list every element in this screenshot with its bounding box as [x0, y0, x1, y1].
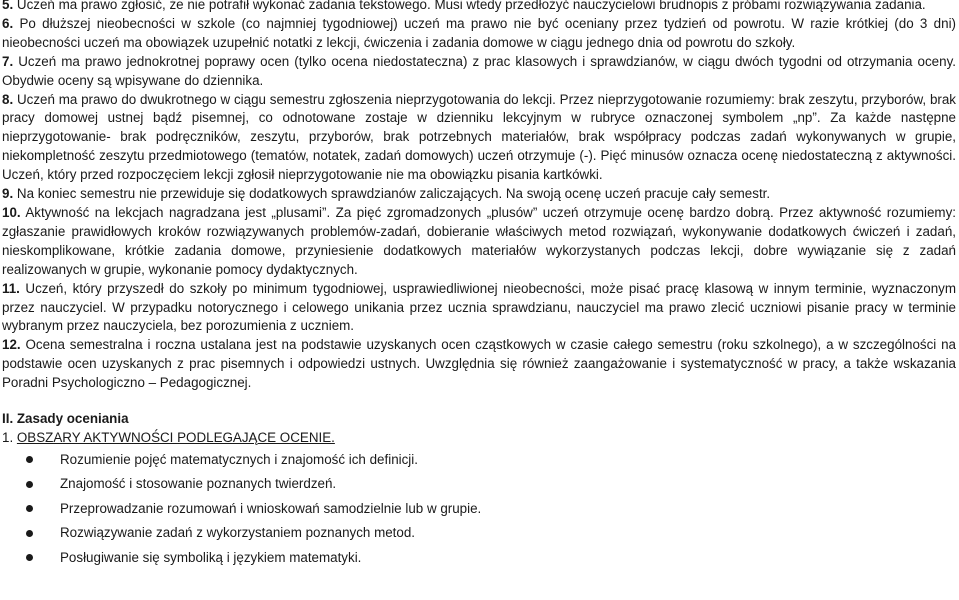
list-item-text: Rozwiązywanie zadań z wykorzystaniem poznanych metod.	[60, 525, 416, 541]
paragraph-8	[2, 91, 956, 186]
section-title: II. Zasady oceniania	[2, 411, 129, 427]
paragraph-number: 7.	[2, 53, 14, 69]
paragraph-text: Uczeń ma prawo do dwukrotnego w ciągu semestru zgłoszenia nieprzygotowania do lekcji. Przez nieprzygotowanie rozumiemy: brak zeszytu, przyborów, brak pracy domowej ustnej bądź pisemnej, co odnotowane zostaje w dzienniku lekcyjnym w rubryce oznaczonej symbolem „np”. Za każde następne nieprzygotowanie- brak podręczników, zeszytu, przyborów, brak potrzebnych materiałów, brak współpracy podczas zadań wykonywanych w grupie, niekompletność zeszytu przedmiotowego (tematów, notatek, zadań domowych) uczeń otrzymuje (-). Pięć minusów oznacza ocenę niedostateczną z aktywności. Uczeń, który przed rozpoczęciem lekcji zgłosił nieprzygotowanie nie ma obowiązku pisania kartkówki.	[2, 91, 956, 183]
subheading-text: OBSZARY AKTYWNOŚCI PODLEGAJĄCE OCENIE.	[16, 429, 335, 445]
paragraph-number: 10.	[2, 204, 21, 220]
list-item	[2, 546, 956, 571]
bullet-icon	[26, 530, 33, 537]
list-item	[2, 472, 956, 497]
paragraph-number: 12.	[2, 337, 21, 353]
list-item-text: Rozumienie pojęć matematycznych i znajomość ich definicji.	[60, 451, 418, 467]
bullet-icon	[26, 481, 33, 488]
list-item-text: Przeprowadzanie rozumowań i wnioskowań samodzielnie lub w grupie.	[60, 500, 482, 516]
paragraph-text: Uczeń ma prawo jednokrotnej poprawy ocen (tylko ocena niedostateczna) z prac klasowych i sprawdzianów, w ciągu dwóch tygodni od otrzymania oceny. Obydwie oceny są wpisywane do dziennika.	[2, 53, 956, 88]
paragraph-text: Aktywność na lekcjach nagradzana jest „plusami”. Za pięć zgromadzonych „plusów” uczeń otrzymuje ocenę bardzo dobrą. Przez aktywność rozumiemy: zgłaszanie prawidłowych kroków rozwiązywanych problemów-zadań, dobieranie właściwych metod rozwiązań, wykonywanie dodatkowych ćwiczeń i zadań, nieskomplikowane, krótkie zadania domowe, przyniesienie dodatkowych materiałów wykorzystanych podczas lekcji, dobre wywiązanie się z zadań realizowanych w grupie, wykonanie pomocy dydaktycznych.	[2, 204, 956, 277]
bullet-icon	[26, 554, 33, 561]
paragraph-number: 8.	[2, 91, 14, 107]
paragraph-number: 9.	[2, 186, 14, 202]
paragraph-7	[2, 53, 956, 91]
list-item	[2, 521, 956, 546]
list-item	[2, 448, 956, 473]
subheading-number: 1.	[2, 429, 17, 445]
assessment-areas-list	[2, 448, 956, 571]
section-spacer	[2, 393, 956, 410]
paragraph-number: 5.	[2, 0, 14, 12]
paragraph-text: Uczeń ma prawo zgłosić, że nie potrafił wykonać zadania tekstowego. Musi wtedy przedłożyć nauczycielowi brudnopis z próbami rozwiązywania zadania.	[13, 0, 926, 12]
paragraph-text: Uczeń, który przyszedł do szkoły po minimum tygodniowej, usprawiedliwionej nieobecności, może pisać pracę klasową w innym terminie, wyznaczonym przez nauczyciel. W przypadku notorycznego i celowego unikania przez ucznia sprawdzianu, nauczyciel ma prawo zlecić uczniowi pisanie pracy w terminie wybranym przez nauczyciela, bez porozumienia z uczniem.	[2, 280, 956, 334]
paragraph-number: 11.	[2, 280, 20, 296]
paragraph-6	[2, 15, 956, 53]
paragraph-10	[2, 204, 956, 280]
bullet-icon	[26, 456, 33, 463]
bullet-icon	[26, 505, 33, 512]
list-item-text: Znajomość i stosowanie poznanych twierdzeń.	[60, 476, 337, 492]
paragraph-12	[2, 336, 956, 393]
list-item	[2, 497, 956, 522]
paragraph-text: Ocena semestralna i roczna ustalana jest na podstawie uzyskanych ocen cząstkowych w czasie całego semestru (roku szkolnego), a w szczególności na podstawie ocen uzyskanych z prac pisemnych i odpowiedzi ustnych. Uwzględnia się również zaangażowanie i systematyczność w pracy, a także wskazania Poradni Psychologiczno – Pedagogicznej.	[2, 337, 956, 391]
paragraph-text: Po dłuższej nieobecności w szkole (co najmniej tygodniowej) uczeń ma prawo nie być oceniany przez tydzień od powrotu. W razie krótkiej (do 3 dni) nieobecności uczeń ma obowiązek uzupełnić notatki z lekcji, ćwiczenia i zadania domowe w ciągu jednego dnia od powrotu do szkoły.	[2, 15, 956, 50]
list-item-text: Posługiwanie się symboliką i językiem matematyki.	[60, 549, 362, 565]
paragraph-text: Na koniec semestru nie przewiduje się dodatkowych sprawdzianów zaliczających. Na swoją ocenę uczeń pracuje cały semestr.	[13, 186, 771, 202]
paragraph-list	[2, 0, 956, 393]
paragraph-11	[2, 280, 956, 337]
subheading	[2, 429, 956, 448]
paragraph-9	[2, 185, 956, 204]
paragraph-number: 6.	[2, 15, 14, 31]
paragraph-5	[2, 0, 956, 15]
